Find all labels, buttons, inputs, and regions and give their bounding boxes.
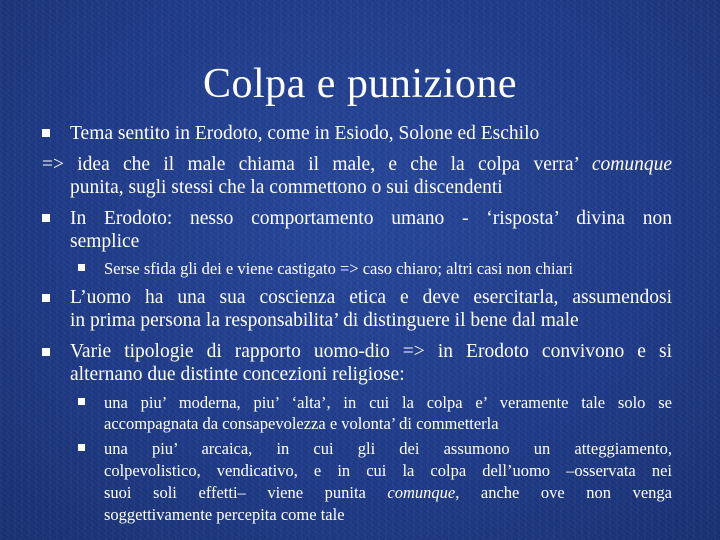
bullet-text-2-cont: semplice (70, 231, 140, 252)
bullet-text-3: L’uomo ha una sua coscienza etica e deve esercitarla, assumendosi (70, 287, 672, 308)
arrow-text: => idea che il male chiama il male, e che la colpa verra’ (42, 154, 592, 175)
square-bullet-icon (78, 398, 85, 405)
subbullet-text-1: Serse sfida gli dei e viene castigato => caso chiaro; altri casi non chiari (104, 259, 573, 278)
subbullet-text-3: una piu’ arcaica, in cui gli dei assumono un atteggiamento, (104, 439, 672, 458)
square-bullet-icon (42, 294, 50, 302)
square-bullet-icon (78, 264, 85, 271)
subbullet-text-2-cont: accompagnata da consapevolezza e volonta’ di commetterla (104, 414, 499, 433)
subbullet-text-2: una piu’ moderna, piu’ ‘alta’, in cui la colpa e’ veramente tale solo se (104, 393, 672, 412)
arrow-line-1 (42, 153, 672, 176)
emphasis-comunque: comunque (591, 154, 672, 175)
subbullet-text-3-cont: colpevolistico, vendicativo, e in cui la colpa dell’uomo –osservata nei (104, 461, 672, 480)
square-bullet-icon (42, 214, 50, 222)
subbullet-text-3-cont-2 (104, 482, 672, 503)
bullet-text-2: In Erodoto: nesso comportamento umano - ‘risposta’ divina non (70, 208, 672, 229)
bullet-text-4-cont: alternano due distinte concezioni religiose: (70, 364, 405, 385)
square-bullet-icon (42, 129, 50, 137)
square-bullet-icon (42, 348, 50, 356)
slide-title: Colpa e punizione (202, 61, 518, 107)
square-bullet-icon (78, 444, 85, 451)
bullet-text-3-cont: in prima persona la responsabilita’ di distinguere il bene dal male (70, 310, 579, 331)
subbullet-text-3-part-b: , anche ove non venga (455, 483, 672, 502)
bullet-text-1: Tema sentito in Erodoto, come in Esiodo, Solone ed Eschilo (70, 123, 540, 144)
bullet-text-4: Varie tipologie di rapporto uomo-dio => in Erodoto convivono e si (70, 341, 672, 362)
subbullet-text-3-cont-3: soggettivamente percepita come tale (104, 505, 345, 524)
arrow-line-2: punita, sugli stessi che la commettono o sui discendenti (70, 177, 503, 198)
emphasis-comunque-2: comunque (387, 483, 456, 502)
subbullet-text-3-part-a: suoi soli effetti– viene punita (104, 483, 388, 502)
